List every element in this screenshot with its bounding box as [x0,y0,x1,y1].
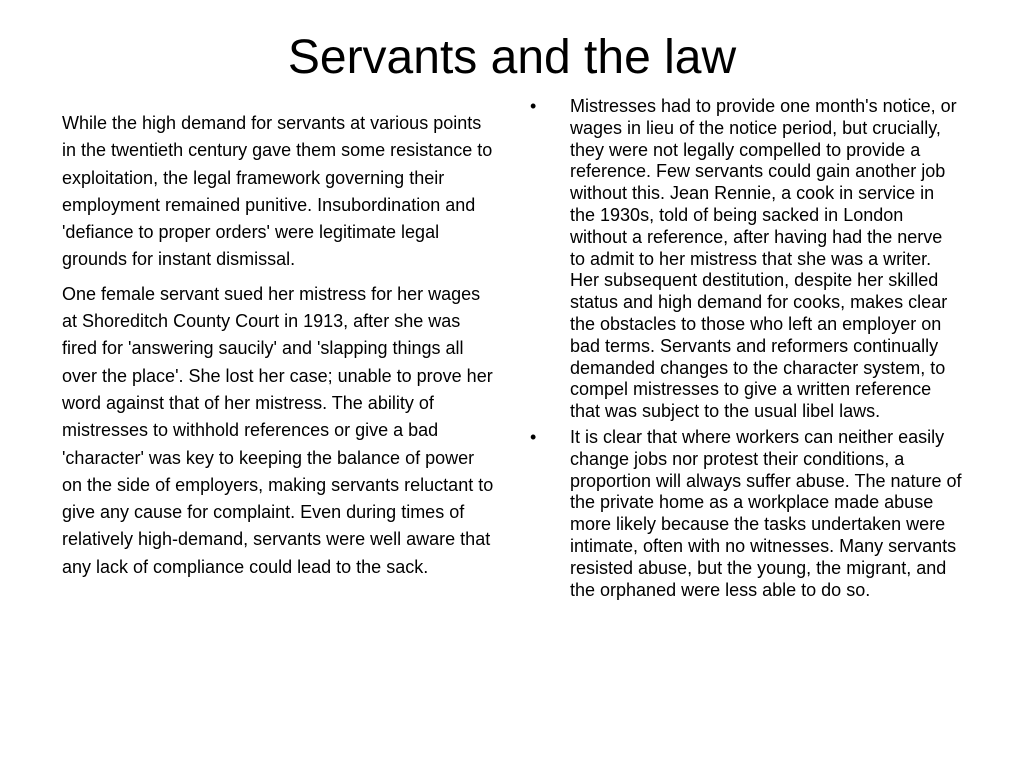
bullet-item [530,96,962,423]
slide-title: Servants and the law [287,31,737,84]
bullet-text: It is clear that where workers can neither easily change jobs nor protest their conditions, a proportion will always suffer abuse. The nature of the private home as a workplace made abuse more likely because the tasks undertaken were intimate, often with no witnesses. Many servants resisted abuse, but the young, the migrant, and the orphaned were less able to do so. [570,426,962,600]
bullet-text: Mistresses had to provide one month's notice, or wages in lieu of the notice period, but crucially, they were not legally compelled to provide a reference. Few servants could gain another job without this. Jean Rennie, a cook in service in the 1930s, told of being sacked in London without a reference, after having had the nerve to admit to her mistress that she was a writer. Her subsequent destitution, despite her skilled status and high demand for cooks, makes clear the obstacles to those who left an employer on bad terms. Servants and reformers continually demanded changes to the character system, to compel mistresses to give a written reference that was subject to the usual libel laws. [570,96,957,422]
bullet-list [530,96,962,601]
bullet-marker: • [530,426,537,447]
bullet-marker: • [530,96,537,116]
right-column [530,96,962,605]
left-paragraph: One female servant sued her mistress for her wages at Shoreditch County Court in 1913, after she was fired for 'answering saucily' and 'slapping things all over the place'. She lost her case; unable to prove her word against that of her mistress. The ability of mistresses to withhold references or give a bad 'character' was key to keeping the balance of power on the side of employers, making servants reluctant to give any cause for complaint. Even during times of relatively high-demand, servants were well aware that any lack of compliance could lead to the sack. [62,283,494,577]
bullet-item [530,427,962,601]
left-paragraph: While the high demand for servants at various points in the twentieth century gave them some resistance to exploitation, the legal framework governing their employment remained punitive. Insubordination and 'defiance to proper orders' were legitimate legal grounds for instant dismissal. [62,113,493,270]
left-column [62,110,494,588]
